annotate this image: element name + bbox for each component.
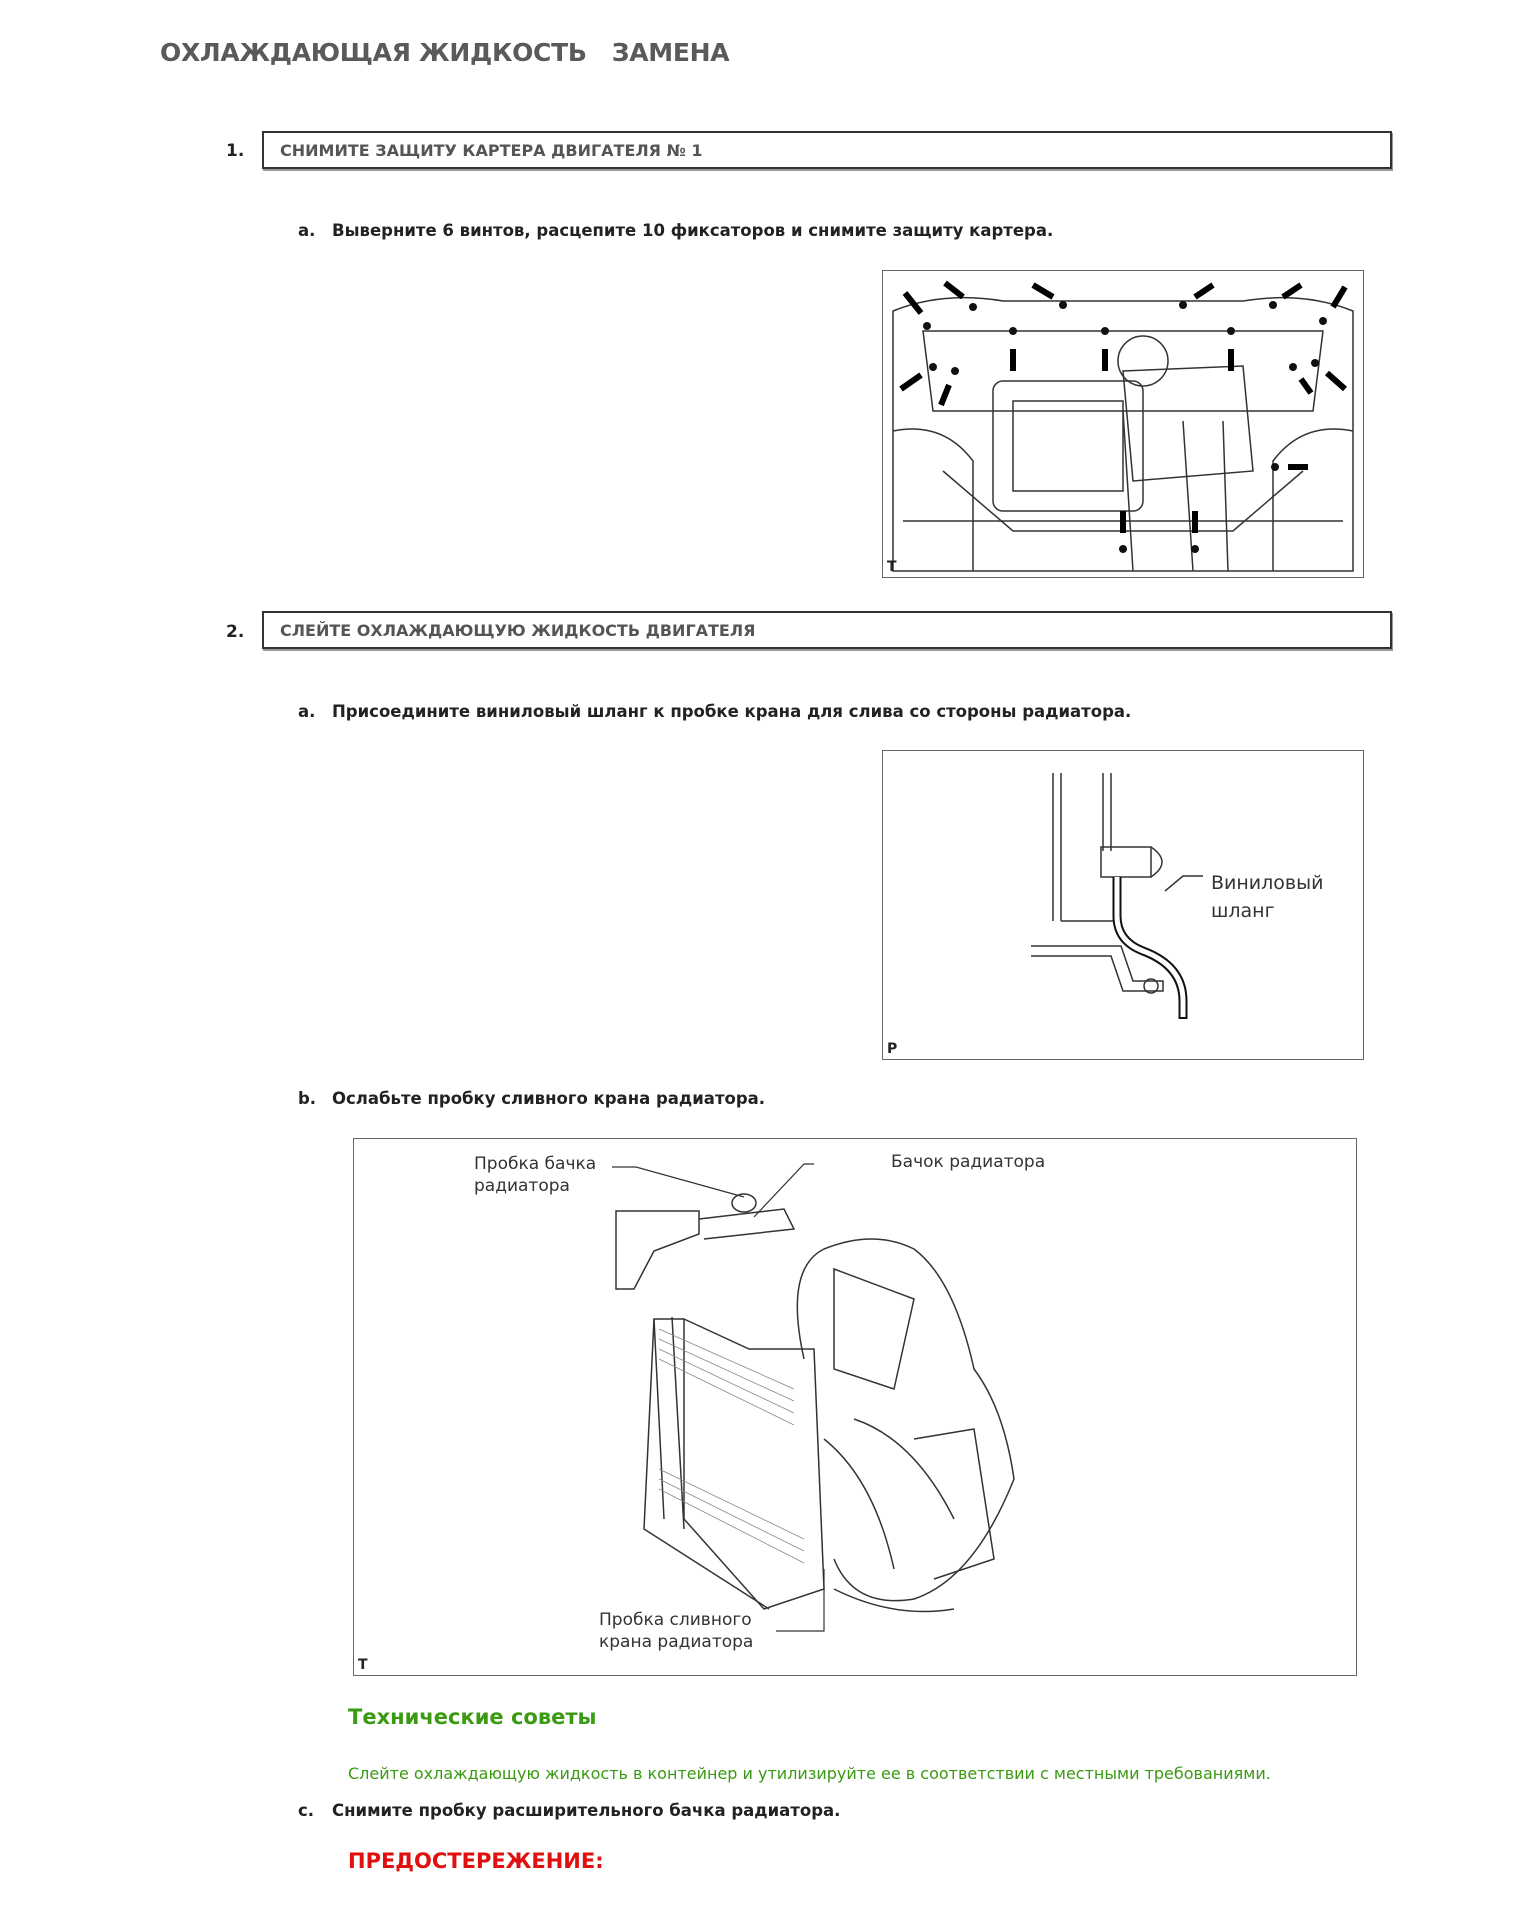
figure-engine-undercover (882, 270, 1364, 578)
step-label: СЛЕЙТЕ ОХЛАЖДАЮЩУЮ ЖИДКОСТЬ ДВИГАТЕЛЯ (280, 621, 756, 640)
callout-line: радиатора (474, 1176, 570, 1196)
callout-vinyl-hose (1211, 869, 1323, 925)
callout-tank-cap (474, 1153, 596, 1197)
substep (298, 702, 1131, 721)
substep-text: Ослабьте пробку сливного крана радиатора. (332, 1089, 766, 1108)
step-number: 2. (226, 622, 245, 642)
substep-text: Присоедините виниловый шланг к пробке крана для слива со стороны радиатора. (332, 702, 1132, 721)
callout-line: Пробка бачка (474, 1154, 597, 1174)
figure-radiator-engine (353, 1138, 1357, 1676)
substep-text: Снимите пробку расширительного бачка радиатора. (332, 1801, 841, 1820)
substep-text: Выверните 6 винтов, расцепите 10 фиксаторов и снимите защиту картера. (332, 221, 1054, 240)
callout-radiator-tank: Бачок радиатора (891, 1152, 1046, 1172)
figure-tag: P (887, 1041, 898, 1057)
callout-drain-plug (599, 1609, 753, 1653)
page-title: ОХЛАЖДАЮЩАЯ ЖИДКОСТЬ ЗАМЕНА (160, 38, 730, 67)
substep-letter: c. (298, 1801, 315, 1820)
callout-line: Виниловый (1211, 872, 1324, 894)
undercover-drawing (883, 271, 1363, 577)
callout-line: шланг (1211, 900, 1275, 922)
figure-tag: T (887, 559, 897, 575)
substep (298, 1089, 765, 1108)
step-number: 1. (226, 141, 245, 161)
callout-line: Пробка сливного (599, 1610, 752, 1630)
figure-tag: T (358, 1657, 368, 1673)
radiator-engine-drawing (354, 1139, 1356, 1675)
caution-heading: ПРЕДОСТЕРЕЖЕНИЕ: (348, 1849, 604, 1873)
callout-line: крана радиатора (599, 1632, 754, 1652)
step-header-box (262, 131, 1392, 169)
tips-text: Слейте охлаждающую жидкость в контейнер и утилизируйте ее в соответствии с местными требованиями. (348, 1764, 1271, 1783)
substep (298, 1801, 840, 1820)
substep-letter: a. (298, 702, 316, 721)
substep-letter: a. (298, 221, 316, 240)
figure-vinyl-hose (882, 750, 1364, 1060)
step-header-box (262, 611, 1392, 649)
tips-heading: Технические советы (348, 1705, 597, 1729)
substep-letter: b. (298, 1089, 317, 1108)
substep (298, 221, 1053, 240)
step-label: СНИМИТЕ ЗАЩИТУ КАРТЕРА ДВИГАТЕЛЯ № 1 (280, 141, 703, 160)
